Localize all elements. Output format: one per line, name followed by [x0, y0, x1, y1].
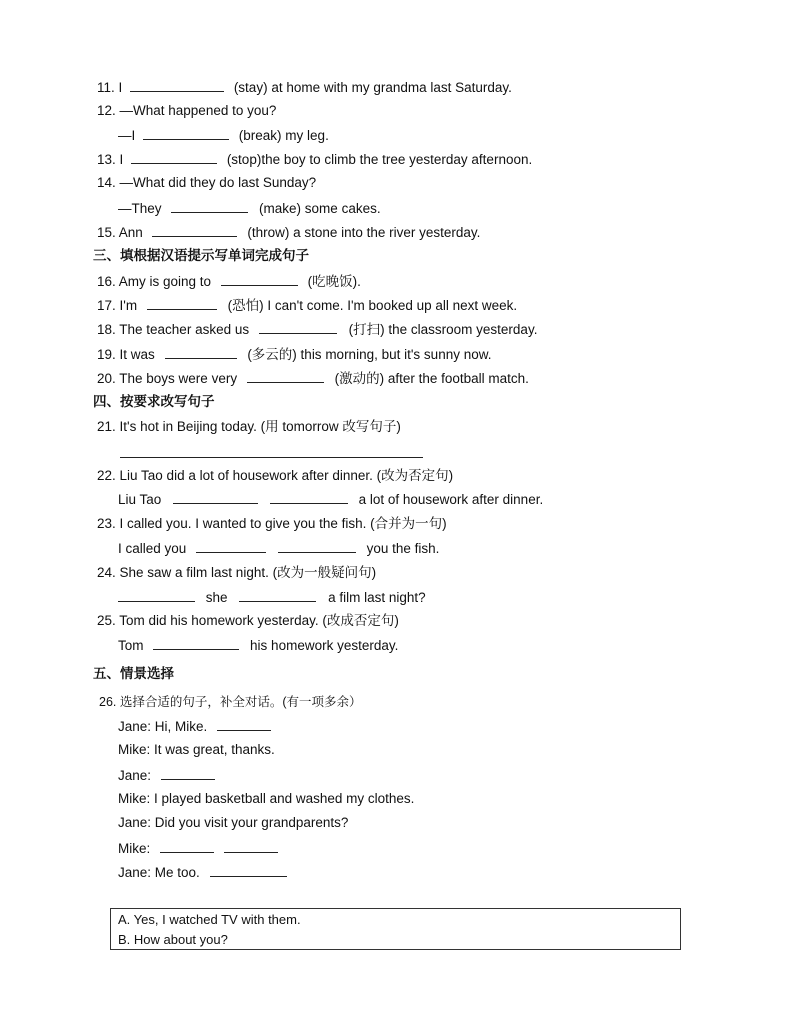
question-22-answer — [118, 490, 543, 509]
q12-suffix: (break) my leg. — [238, 128, 329, 143]
answer-blank[interactable] — [165, 345, 237, 359]
q12-prefix: —I — [118, 128, 136, 143]
question-26-instruction: 26. 选择合适的句子，补全对话。(有一项多余） — [99, 695, 362, 709]
question-16 — [97, 272, 361, 291]
question-17 — [97, 296, 517, 315]
answer-blank[interactable] — [153, 636, 239, 650]
q24-middle: she — [205, 590, 228, 605]
answer-blank[interactable] — [143, 126, 229, 140]
option-b: B. How about you? — [118, 932, 228, 947]
answer-blank[interactable] — [259, 320, 337, 334]
question-25-answer — [118, 636, 398, 655]
q22-prefix: Liu Tao — [118, 492, 162, 507]
q18-suffix: (打扫) the classroom yesterday. — [348, 322, 538, 337]
answer-blank[interactable] — [171, 199, 248, 213]
question-22: 22. Liu Tao did a lot of housework after dinner. (改为否定句) — [97, 468, 454, 483]
answer-blank[interactable] — [278, 539, 356, 553]
q13-suffix: (stop)the boy to climb the tree yesterday afternoon. — [226, 152, 533, 167]
question-21: 21. It's hot in Beijing today. (用 tomorrow 改写句子) — [97, 419, 401, 434]
question-24-answer — [118, 588, 426, 607]
answer-blank[interactable] — [221, 272, 298, 286]
q20-suffix: (激动的) after the football match. — [334, 371, 529, 386]
q19-suffix: (多云的) this morning, but it's sunny now. — [247, 347, 492, 362]
q16-suffix: (吃晚饭). — [307, 274, 361, 289]
q23-prefix: I called you — [118, 541, 187, 556]
section-heading: 三、填根据汉语提示写单词完成句子 — [93, 248, 309, 263]
dialog-line: Mike: I played basketball and washed my clothes. — [118, 791, 415, 806]
question-19 — [97, 345, 491, 364]
q14-suffix: (make) some cakes. — [259, 201, 381, 216]
q23-suffix: you the fish. — [366, 541, 440, 556]
question-18 — [97, 320, 537, 339]
answer-blank[interactable] — [210, 863, 287, 877]
dialog-line: Mike: It was great, thanks. — [118, 742, 275, 757]
question-23-answer — [118, 539, 439, 558]
answer-blank[interactable] — [152, 223, 237, 237]
q14-prefix: —They — [118, 201, 162, 216]
answer-blank[interactable] — [130, 78, 224, 92]
q20-prefix: 20. The boys were very — [97, 371, 238, 386]
dialog-line — [118, 717, 271, 736]
option-a: A. Yes, I watched TV with them. — [118, 912, 301, 927]
dialog-text: Mike: — [118, 841, 151, 856]
section-heading: 五、情景选择 — [93, 666, 174, 681]
question-14: 14. —What did they do last Sunday? — [97, 175, 317, 190]
q11-suffix: (stay) at home with my grandma last Saturday. — [233, 80, 512, 95]
question-12: 12. —What happened to you? — [97, 103, 277, 118]
answer-line[interactable] — [120, 457, 423, 458]
q15-prefix: 15. Ann — [97, 225, 143, 240]
dialog-line — [118, 766, 215, 785]
question-20 — [97, 369, 529, 388]
question-23: 23. I called you. I wanted to give you the fish. (合并为一句) — [97, 516, 447, 531]
answer-blank[interactable] — [196, 539, 266, 553]
question-24: 24. She saw a film last night. (改为一般疑问句) — [97, 565, 377, 580]
question-12-answer — [118, 126, 329, 145]
q13-prefix: 13. I — [97, 152, 124, 167]
question-13 — [97, 150, 532, 169]
dialog-text: Jane: Hi, Mike. — [118, 719, 208, 734]
q22-suffix: a lot of housework after dinner. — [358, 492, 544, 507]
answer-blank[interactable] — [160, 839, 214, 853]
q18-prefix: 18. The teacher asked us — [97, 322, 250, 337]
answer-blank[interactable] — [173, 490, 258, 504]
question-14-answer — [118, 199, 381, 218]
q15-suffix: (throw) a stone into the river yesterday. — [247, 225, 481, 240]
q17-prefix: 17. I'm — [97, 298, 138, 313]
dialog-text: Jane: — [118, 768, 152, 783]
answer-blank[interactable] — [131, 150, 217, 164]
q24-suffix: a film last night? — [328, 590, 426, 605]
q19-prefix: 19. It was — [97, 347, 155, 362]
dialog-line: Jane: Did you visit your grandparents? — [118, 815, 349, 830]
question-15 — [97, 223, 480, 242]
q25-prefix: Tom — [118, 638, 144, 653]
answer-blank[interactable] — [270, 490, 348, 504]
q11-prefix: 11. I — [97, 80, 123, 95]
answer-blank[interactable] — [247, 369, 324, 383]
question-25: 25. Tom did his homework yesterday. (改成否定句) — [97, 613, 399, 628]
answer-blank[interactable] — [217, 717, 271, 731]
q16-prefix: 16. Amy is going to — [97, 274, 212, 289]
q25-suffix: his homework yesterday. — [250, 638, 399, 653]
dialog-line — [118, 839, 278, 858]
answer-blank[interactable] — [118, 588, 195, 602]
answer-blank[interactable] — [239, 588, 316, 602]
answer-blank[interactable] — [147, 296, 217, 310]
q17-suffix: (恐怕) I can't come. I'm booked up all next week. — [227, 298, 518, 313]
answer-blank[interactable] — [161, 766, 215, 780]
answer-blank[interactable] — [224, 839, 278, 853]
options-box — [110, 908, 681, 950]
dialog-line — [118, 863, 287, 882]
question-11 — [97, 78, 512, 97]
section-heading: 四、按要求改写句子 — [93, 394, 215, 409]
dialog-text: Jane: Me too. — [118, 865, 200, 880]
